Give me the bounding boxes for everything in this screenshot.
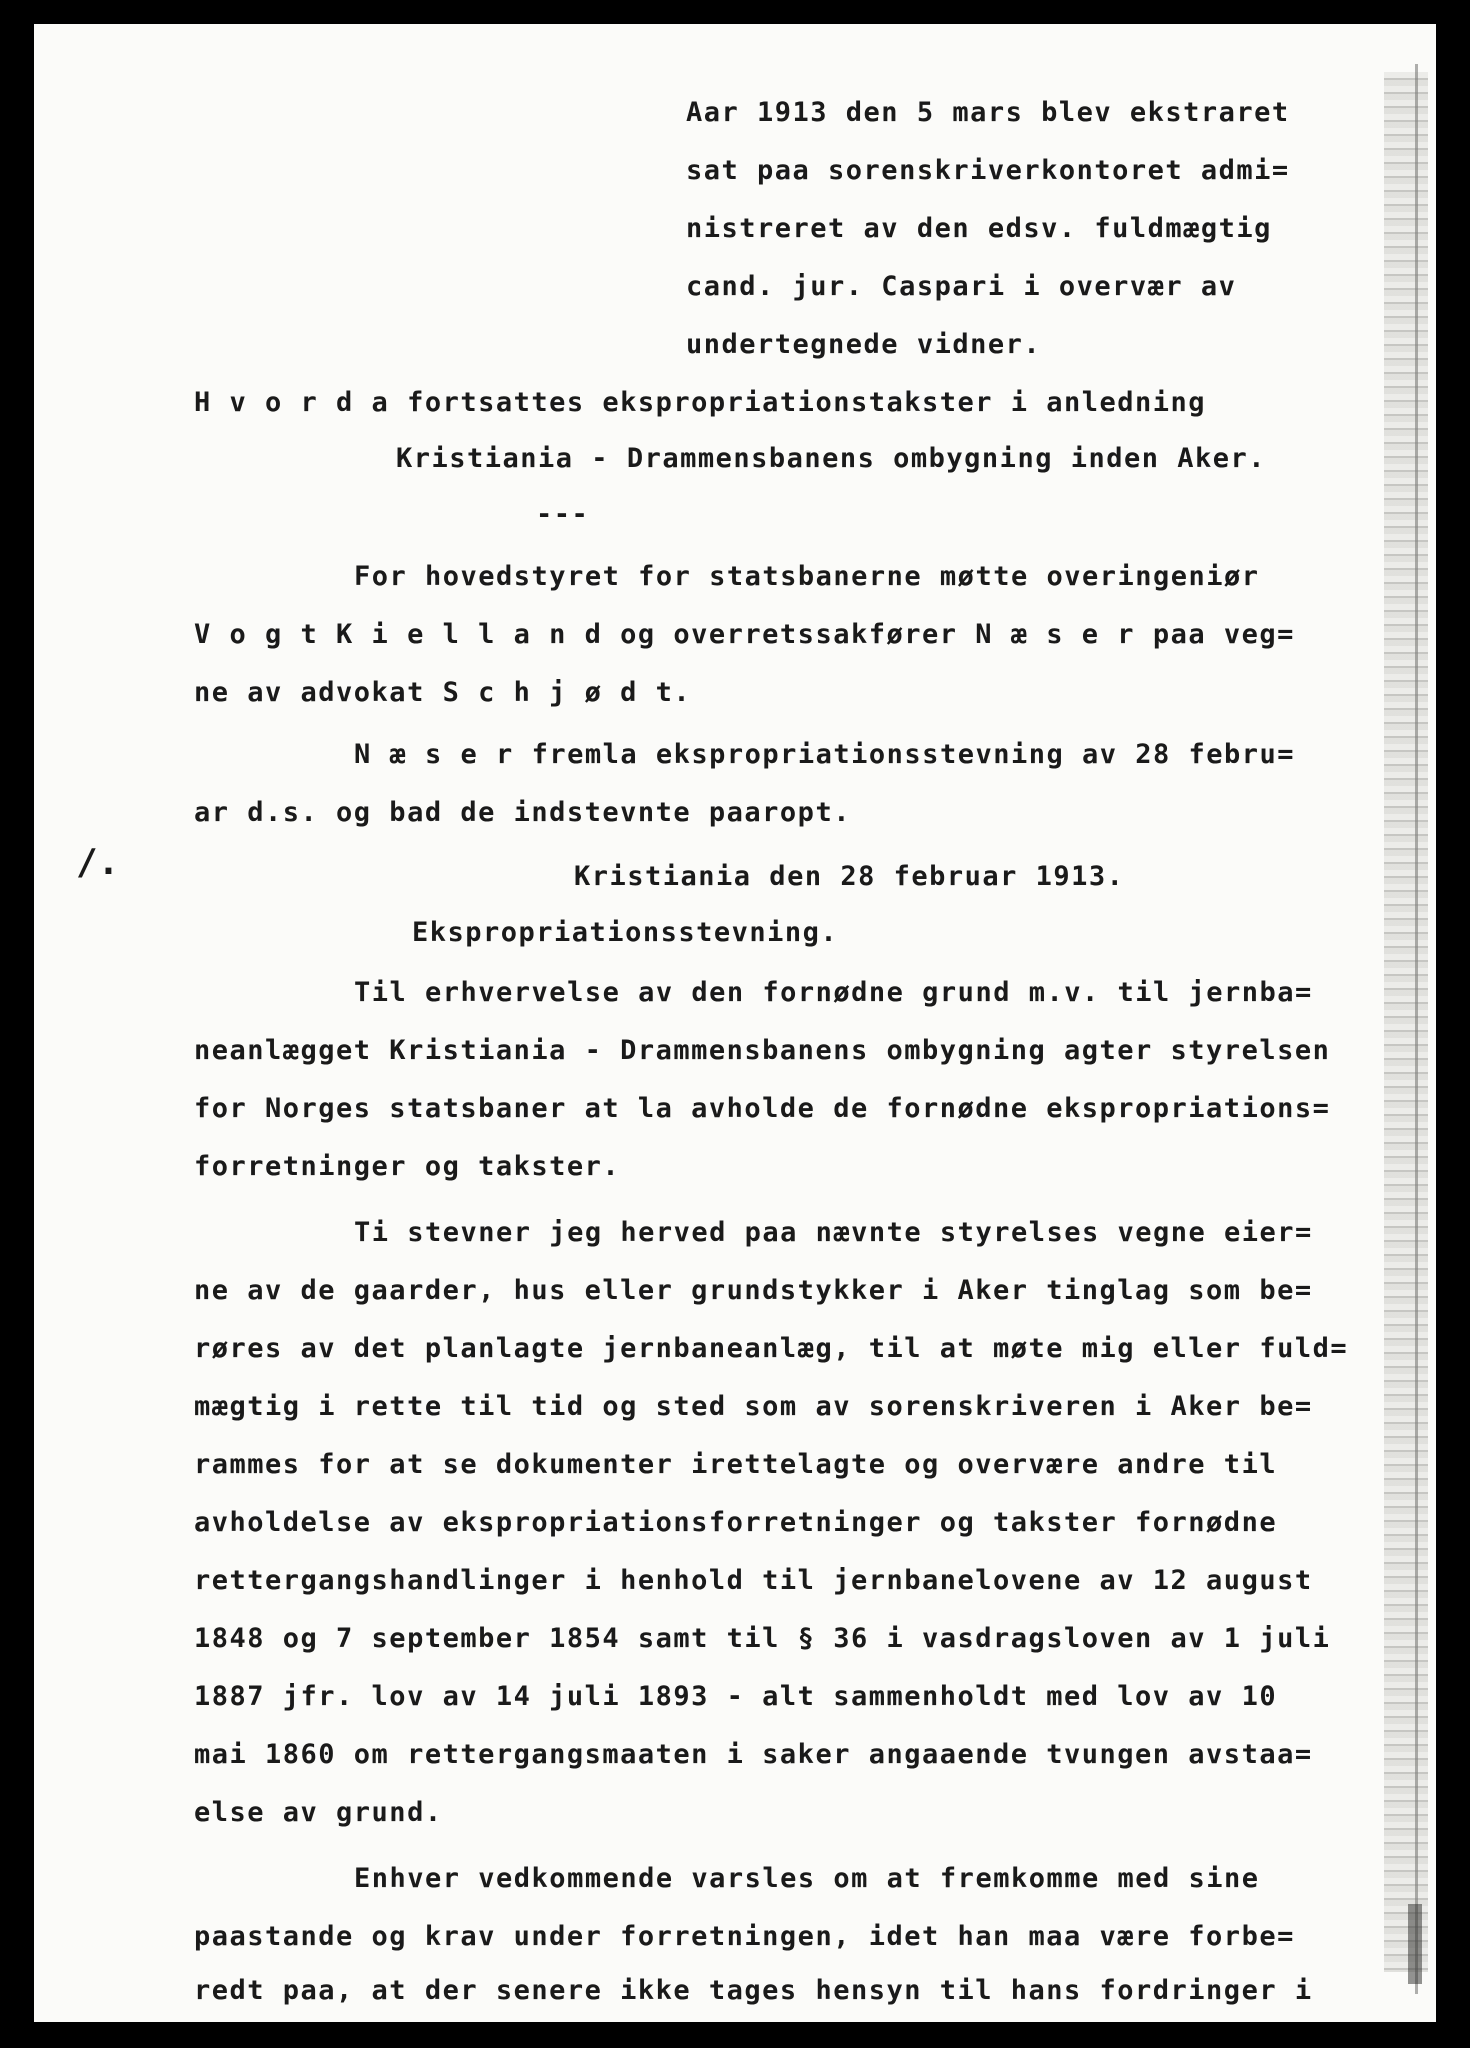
divider: --- (536, 499, 590, 530)
dateline: Kristiania den 28 februar 1913. (574, 861, 1125, 892)
stevning-p2-line: Ti stevner jeg herved paa nævnte styrelses vegne eier= (354, 1217, 1313, 1248)
header-line: cand. jur. Caspari i overvær av (686, 271, 1237, 302)
para2-line1-rest: fremla ekspropriationsstevning av 28 febru= (513, 739, 1296, 770)
para1-line3-end: . (673, 677, 692, 708)
scan-edge-shadow (1384, 72, 1428, 1972)
stevning-p3-line: Enhver vedkommende varsles om at fremkomme med sine (354, 1863, 1260, 1894)
stevning-p3-line: redt paa, at der senere ikke tages hensyn til hans fordringer i (194, 1975, 1313, 2006)
stevning-p2-line: 1887 jfr. lov av 14 juli 1893 - alt sammenholdt med lov av 10 (194, 1681, 1278, 1712)
stevning-p2-line: rammes for at se dokumenter irettelagte og overvære andre til (194, 1449, 1278, 1480)
stevning-p3-line: paastande og krav under forretningen, idet han maa være forbe= (194, 1921, 1295, 1952)
stevning-p2-line: mægtig i rette til tid og sted som av sorenskriveren i Aker be= (194, 1391, 1313, 1422)
stevning-p2-line: avholdelse av ekspropriationsforretninger og takster fornødne (194, 1507, 1278, 1538)
name-kielland: V o g t K i e l l a n d (194, 619, 603, 650)
stevning-p2-line: rettergangshandlinger i henhold til jernbanelovene av 12 august (194, 1565, 1313, 1596)
intro-lead: H v o r d a (194, 387, 390, 418)
para1-line3-start: ne av advokat (194, 677, 443, 708)
header-line: nistreret av den edsv. fuldmægtig (686, 213, 1272, 244)
stevning-p2-line: mai 1860 om rettergangsmaaten i saker angaaende tvungen avstaa= (194, 1739, 1313, 1770)
para1-line2-end: paa veg= (1135, 619, 1295, 650)
scan-edge-mark (1408, 1904, 1422, 1984)
intro-rest: fortsattes ekspropriationstakster i anledning (389, 387, 1207, 418)
para1-line2-mid: og overretssakfører (602, 619, 976, 650)
header-line: undertegnede vidner. (686, 329, 1042, 360)
stevning-heading: Ekspropriationsstevning. (412, 917, 839, 948)
stevning-p2-line: røres av det planlagte jernbaneanlæg, til at møte mig eller fuld= (194, 1333, 1349, 1364)
stevning-p2-line: 1848 og 7 september 1854 samt til § 36 i vasdragsloven av 1 juli (194, 1623, 1331, 1654)
document-page (34, 24, 1436, 2022)
para2-line1 (354, 738, 1295, 772)
name-schjodt: S c h j ø d t (442, 677, 674, 708)
para1-line3 (194, 676, 691, 710)
stevning-p1-line: for Norges statsbaner at la avholde de fornødne ekspropriations= (194, 1093, 1331, 1124)
stevning-p1-line: forretninger og takster. (194, 1151, 621, 1182)
stevning-p1-line: Til erhvervelse av den fornødne grund m.v. til jernba= (354, 977, 1313, 1008)
margin-mark: /. (76, 842, 120, 883)
header-line: sat paa sorenskriverkontoret admi= (686, 155, 1290, 186)
para1-line2 (194, 618, 1295, 652)
intro-line (194, 386, 1206, 420)
stevning-p2-line: ne av de gaarder, hus eller grundstykker i Aker tinglag som be= (194, 1275, 1313, 1306)
para2-line2: ar d.s. og bad de indstevnte paaropt. (194, 797, 851, 828)
intro-line-2: Kristiania - Drammensbanens ombygning inden Aker. (396, 443, 1267, 474)
scan-edge-line (1415, 64, 1418, 1994)
para1-line1: For hovedstyret for statsbanerne møtte overingeniør (354, 561, 1260, 592)
header-line: Aar 1913 den 5 mars blev ekstraret (686, 97, 1290, 128)
name-naeser-2: N æ s e r (354, 739, 514, 770)
stevning-p2-line: else av grund. (194, 1797, 443, 1828)
stevning-p1-line: neanlægget Kristiania - Drammensbanens ombygning agter styrelsen (194, 1035, 1331, 1066)
name-naeser: N æ s e r (975, 619, 1136, 650)
